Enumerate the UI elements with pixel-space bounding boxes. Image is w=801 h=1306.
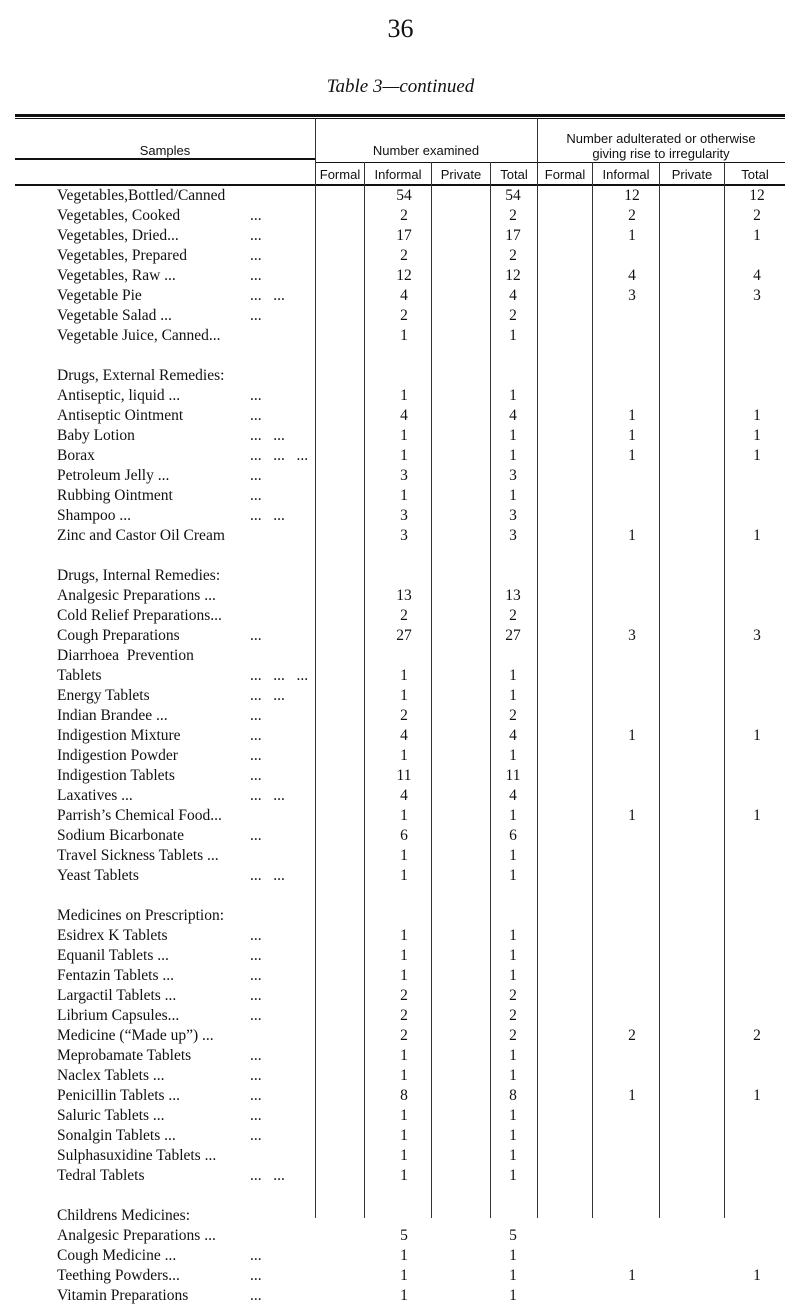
table-row (0, 546, 801, 566)
table-row (0, 1226, 801, 1246)
table-row (0, 566, 801, 586)
row-label: Shampoo ... (57, 507, 132, 524)
table-row (0, 1126, 801, 1146)
row-leader-dots: ... ... ... (250, 667, 309, 684)
table-row (0, 906, 801, 926)
row-label: Sonalgin Tablets ... (57, 1127, 176, 1144)
page-number: 36 (387, 14, 414, 43)
table-row (0, 506, 801, 526)
row-label: Tablets (57, 667, 102, 684)
row-leader-dots: ... (250, 307, 262, 324)
table-title: Table 3—continued (326, 76, 475, 97)
cell-total: 1 (509, 807, 517, 824)
row-leader-dots: ... (250, 1247, 262, 1264)
cell-informal: 1 (400, 927, 408, 944)
cell-informal: 4 (400, 407, 408, 424)
cell-informal: 3 (400, 467, 408, 484)
cell-total: 1 (509, 1067, 517, 1084)
cell-total: 2 (509, 307, 517, 324)
row-leader-dots: ... (250, 1087, 262, 1104)
header-adulterated-line1: Number adulterated or otherwise (566, 131, 756, 146)
cell-informal: 1 (400, 1067, 408, 1084)
table-row (0, 266, 801, 286)
cell-total: 4 (509, 787, 517, 804)
cell-informal: 4 (400, 287, 408, 304)
cell-adulterated-total: 3 (753, 287, 761, 304)
row-label: Equanil Tablets ... (57, 947, 169, 964)
table-row (0, 286, 801, 306)
table-row (0, 1146, 801, 1166)
cell-adulterated-total: 1 (753, 1267, 761, 1284)
row-label: Drugs, Internal Remedies: (57, 567, 221, 584)
table-row (0, 846, 801, 866)
table-row (0, 386, 801, 406)
cell-total: 1 (509, 947, 517, 964)
cell-total: 2 (509, 1007, 517, 1024)
row-label: Vegetables, Dried... (57, 227, 179, 244)
cell-total: 1 (509, 1247, 517, 1264)
cell-total: 2 (509, 707, 517, 724)
cell-total: 3 (509, 467, 517, 484)
table-row (0, 766, 801, 786)
header-adult-formal: Formal (544, 167, 586, 182)
table-row (0, 1106, 801, 1126)
row-label: Vegetable Juice, Canned... (57, 327, 221, 344)
cell-informal: 1 (400, 807, 408, 824)
row-label: Vegetables,Bottled/Canned (57, 187, 226, 204)
cell-informal: 1 (400, 1147, 408, 1164)
cell-informal: 27 (396, 627, 412, 644)
cell-total: 2 (509, 247, 517, 264)
cell-informal: 1 (400, 1047, 408, 1064)
cell-total: 1 (509, 427, 517, 444)
row-label: Indian Brandee ... (57, 707, 168, 724)
cell-adulterated-informal: 1 (628, 1087, 636, 1104)
cell-informal: 1 (400, 747, 408, 764)
cell-total: 12 (505, 267, 521, 284)
table-row (0, 786, 801, 806)
header-private: Private (440, 167, 482, 182)
cell-adulterated-informal: 12 (624, 187, 640, 204)
row-label: Tedral Tablets (57, 1167, 145, 1184)
row-leader-dots: ... (250, 1127, 262, 1144)
row-label: Vegetable Salad ... (57, 307, 172, 324)
row-label: Energy Tablets (57, 687, 150, 704)
row-leader-dots: ... (250, 267, 262, 284)
cell-informal: 6 (400, 827, 408, 844)
cell-total: 1 (509, 747, 517, 764)
cell-total: 2 (509, 207, 517, 224)
cell-informal: 1 (400, 1267, 408, 1284)
row-label: Largactil Tablets ... (57, 987, 177, 1004)
cell-total: 27 (505, 627, 521, 644)
row-leader-dots: ... (250, 767, 262, 784)
header-informal: Informal (374, 167, 422, 182)
row-leader-dots: ... (250, 1267, 262, 1284)
row-leader-dots: ... (250, 747, 262, 764)
row-label: Vegetable Pie (57, 287, 142, 304)
header-formal: Formal (319, 167, 361, 182)
row-leader-dots: ... (250, 1067, 262, 1084)
cell-adulterated-informal: 1 (628, 427, 636, 444)
cell-total: 4 (509, 727, 517, 744)
table-row (0, 746, 801, 766)
table-row (0, 946, 801, 966)
cell-total: 1 (509, 1147, 517, 1164)
top-rule-thin (15, 118, 785, 119)
cell-informal: 1 (400, 1127, 408, 1144)
row-leader-dots: ... (250, 227, 262, 244)
header-adult-private: Private (671, 167, 713, 182)
cell-informal: 1 (400, 847, 408, 864)
cell-adulterated-total: 3 (753, 627, 761, 644)
top-rule (15, 114, 785, 117)
row-leader-dots: ... ... (250, 507, 285, 524)
table-row (0, 1286, 801, 1306)
row-label: Vegetables, Raw ... (57, 267, 176, 284)
table-row (0, 1026, 801, 1046)
cell-informal: 1 (400, 1287, 408, 1304)
cell-informal: 4 (400, 727, 408, 744)
row-leader-dots: ... (250, 247, 262, 264)
cell-adulterated-total: 2 (753, 207, 761, 224)
header-adult-total: Total (741, 167, 769, 182)
cell-total: 17 (505, 227, 521, 244)
row-label: Medicine (“Made up”) ... (57, 1027, 214, 1044)
cell-total: 1 (509, 447, 517, 464)
table-row (0, 1046, 801, 1066)
table-row (0, 326, 801, 346)
row-label: Analgesic Preparations ... (57, 587, 216, 604)
row-label: Antiseptic, liquid ... (57, 387, 181, 404)
table-row (0, 1246, 801, 1266)
table-row (0, 486, 801, 506)
row-leader-dots: ... (250, 387, 262, 404)
table-row (0, 726, 801, 746)
cell-total: 1 (509, 1107, 517, 1124)
cell-adulterated-informal: 2 (628, 207, 636, 224)
cell-informal: 2 (400, 207, 408, 224)
row-label: Cough Preparations (57, 627, 180, 644)
cell-informal: 1 (400, 947, 408, 964)
cell-total: 2 (509, 1027, 517, 1044)
cell-adulterated-informal: 3 (628, 627, 636, 644)
cell-informal: 54 (396, 187, 412, 204)
row-label: Vegetables, Cooked (57, 207, 181, 224)
row-label: Naclex Tablets ... (57, 1067, 165, 1084)
row-leader-dots: ... (250, 627, 262, 644)
table-row (0, 306, 801, 326)
row-label: Zinc and Castor Oil Cream (57, 527, 225, 544)
cell-informal: 8 (400, 1087, 408, 1104)
table-row (0, 186, 801, 206)
row-leader-dots: ... (250, 207, 262, 224)
cell-total: 4 (509, 407, 517, 424)
table-row (0, 986, 801, 1006)
header-number-examined: Number examined (372, 143, 480, 158)
cell-total: 1 (509, 847, 517, 864)
table-row (0, 626, 801, 646)
table-row (0, 1206, 801, 1226)
row-leader-dots: ... (250, 927, 262, 944)
table-row (0, 1186, 801, 1206)
row-label: Analgesic Preparations ... (57, 1227, 216, 1244)
cell-total: 1 (509, 967, 517, 984)
cell-total: 6 (509, 827, 517, 844)
row-label: Sulphasuxidine Tablets ... (57, 1147, 217, 1164)
table-row (0, 226, 801, 246)
cell-total: 5 (509, 1227, 517, 1244)
row-label: Indigestion Mixture (57, 727, 181, 744)
row-leader-dots: ... (250, 407, 262, 424)
row-label: Librium Capsules... (57, 1007, 180, 1024)
table-body (0, 186, 801, 1306)
table-row (0, 466, 801, 486)
table-row (0, 1086, 801, 1106)
row-label: Sodium Bicarbonate (57, 827, 184, 844)
row-label: Vegetables, Prepared (57, 247, 187, 264)
cell-total: 11 (505, 767, 521, 784)
row-label: Laxatives ... (57, 787, 133, 804)
row-leader-dots: ... (250, 727, 262, 744)
cell-adulterated-informal: 1 (628, 447, 636, 464)
cell-total: 1 (509, 487, 517, 504)
cell-total: 1 (509, 927, 517, 944)
row-label: Antiseptic Ointment (57, 407, 184, 424)
table-row (0, 206, 801, 226)
row-leader-dots: ... (250, 1107, 262, 1124)
cell-total: 1 (509, 387, 517, 404)
cell-total: 1 (509, 327, 517, 344)
table-row (0, 826, 801, 846)
row-leader-dots: ... (250, 947, 262, 964)
cell-adulterated-total: 12 (749, 187, 765, 204)
row-leader-dots: ... (250, 1007, 262, 1024)
cell-adulterated-total: 1 (753, 527, 761, 544)
row-leader-dots: ... (250, 827, 262, 844)
header-adulterated-line2: giving rise to irregularity (592, 146, 730, 161)
row-label: Diarrhoea Prevention (57, 647, 194, 664)
row-label: Travel Sickness Tablets ... (57, 847, 219, 864)
row-leader-dots: ... ... (250, 867, 285, 884)
cell-informal: 2 (400, 607, 408, 624)
cell-total: 2 (509, 607, 517, 624)
row-leader-dots: ... ... (250, 1167, 285, 1184)
table-row (0, 406, 801, 426)
cell-total: 8 (509, 1087, 517, 1104)
cell-informal: 2 (400, 1027, 408, 1044)
row-leader-dots: ... (250, 467, 262, 484)
cell-total: 1 (509, 1167, 517, 1184)
row-leader-dots: ... (250, 967, 262, 984)
table-row (0, 366, 801, 386)
table-row (0, 966, 801, 986)
table-row (0, 1166, 801, 1186)
cell-informal: 5 (400, 1227, 408, 1244)
cell-informal: 1 (400, 667, 408, 684)
row-label: Cold Relief Preparations... (57, 607, 222, 624)
cell-adulterated-informal: 1 (628, 527, 636, 544)
cell-adulterated-informal: 4 (628, 267, 636, 284)
cell-total: 1 (509, 1267, 517, 1284)
row-leader-dots: ... (250, 487, 262, 504)
table-row (0, 706, 801, 726)
row-label: Medicines on Prescription: (57, 907, 225, 924)
cell-informal: 12 (396, 267, 412, 284)
cell-adulterated-informal: 1 (628, 227, 636, 244)
cell-informal: 11 (396, 767, 412, 784)
cell-adulterated-informal: 1 (628, 407, 636, 424)
cell-informal: 4 (400, 787, 408, 804)
cell-adulterated-informal: 1 (628, 1267, 636, 1284)
table-row (0, 606, 801, 626)
row-label: Indigestion Powder (57, 747, 178, 764)
cell-informal: 17 (396, 227, 412, 244)
row-leader-dots: ... (250, 987, 262, 1004)
row-label: Cough Medicine ... (57, 1247, 177, 1264)
table-row (0, 926, 801, 946)
cell-informal: 1 (400, 427, 408, 444)
row-label: Petroleum Jelly ... (57, 467, 170, 484)
cell-informal: 1 (400, 1107, 408, 1124)
cell-adulterated-total: 4 (753, 267, 761, 284)
cell-total: 1 (509, 1047, 517, 1064)
row-leader-dots: ... ... (250, 687, 285, 704)
row-label: Penicillin Tablets ... (57, 1087, 181, 1104)
cell-informal: 2 (400, 707, 408, 724)
cell-total: 1 (509, 1127, 517, 1144)
cell-total: 2 (509, 987, 517, 1004)
row-leader-dots: ... (250, 707, 262, 724)
row-leader-dots: ... (250, 1047, 262, 1064)
cell-informal: 1 (400, 1247, 408, 1264)
cell-informal: 1 (400, 447, 408, 464)
cell-adulterated-total: 1 (753, 1087, 761, 1104)
cell-adulterated-total: 1 (753, 227, 761, 244)
cell-adulterated-total: 1 (753, 407, 761, 424)
cell-informal: 2 (400, 307, 408, 324)
cell-adulterated-informal: 2 (628, 1027, 636, 1044)
row-label: Yeast Tablets (57, 867, 139, 884)
cell-informal: 13 (396, 587, 412, 604)
cell-total: 3 (509, 507, 517, 524)
table-row (0, 1266, 801, 1286)
row-label: Teething Powders... (57, 1267, 180, 1284)
row-label: Vitamin Preparations (57, 1287, 189, 1304)
header-adult-informal: Informal (602, 167, 650, 182)
cell-informal: 2 (400, 987, 408, 1004)
table-row (0, 866, 801, 886)
cell-total: 3 (509, 527, 517, 544)
table-row (0, 426, 801, 446)
cell-adulterated-total: 1 (753, 447, 761, 464)
cell-adulterated-total: 2 (753, 1027, 761, 1044)
cell-adulterated-total: 1 (753, 427, 761, 444)
row-label: Borax (57, 447, 95, 464)
cell-total: 1 (509, 1287, 517, 1304)
cell-informal: 1 (400, 867, 408, 884)
row-leader-dots: ... (250, 1287, 262, 1304)
cell-informal: 2 (400, 1007, 408, 1024)
row-label: Fentazin Tablets ... (57, 967, 175, 984)
row-label: Baby Lotion (57, 427, 135, 444)
table-row (0, 346, 801, 366)
cell-adulterated-total: 1 (753, 807, 761, 824)
row-label: Saluric Tablets ... (57, 1107, 165, 1124)
header-rule-mid (316, 162, 785, 163)
cell-informal: 3 (400, 507, 408, 524)
row-leader-dots: ... ... (250, 427, 285, 444)
header-total: Total (500, 167, 528, 182)
cell-adulterated-informal: 1 (628, 727, 636, 744)
cell-informal: 1 (400, 387, 408, 404)
row-label: Indigestion Tablets (57, 767, 175, 784)
table-row (0, 686, 801, 706)
row-leader-dots: ... ... (250, 787, 285, 804)
table-row (0, 526, 801, 546)
row-leader-dots: ... ... (250, 287, 285, 304)
cell-informal: 2 (400, 247, 408, 264)
cell-informal: 1 (400, 1167, 408, 1184)
row-label: Meprobamate Tablets (57, 1047, 192, 1064)
row-label: Drugs, External Remedies: (57, 367, 225, 384)
cell-adulterated-informal: 3 (628, 287, 636, 304)
cell-adulterated-total: 1 (753, 727, 761, 744)
cell-total: 4 (509, 287, 517, 304)
table-row (0, 806, 801, 826)
table-row (0, 1066, 801, 1086)
row-label: Childrens Medicines: (57, 1207, 191, 1224)
cell-adulterated-informal: 1 (628, 807, 636, 824)
cell-informal: 3 (400, 527, 408, 544)
table-row (0, 646, 801, 666)
cell-informal: 1 (400, 327, 408, 344)
cell-informal: 1 (400, 487, 408, 504)
cell-total: 13 (505, 587, 521, 604)
header-rule-left (15, 158, 315, 160)
table-row (0, 586, 801, 606)
table-row (0, 666, 801, 686)
cell-informal: 1 (400, 967, 408, 984)
row-label: Esidrex K Tablets (57, 927, 168, 944)
table-row (0, 446, 801, 466)
table-row (0, 246, 801, 266)
table-row (0, 1006, 801, 1026)
cell-informal: 1 (400, 687, 408, 704)
row-label: Parrish’s Chemical Food... (57, 807, 222, 824)
table-row (0, 886, 801, 906)
cell-total: 1 (509, 667, 517, 684)
cell-total: 1 (509, 867, 517, 884)
header-samples: Samples (139, 143, 191, 158)
row-label: Rubbing Ointment (57, 487, 173, 504)
cell-total: 1 (509, 687, 517, 704)
row-leader-dots: ... ... ... (250, 447, 309, 464)
cell-total: 54 (505, 187, 521, 204)
